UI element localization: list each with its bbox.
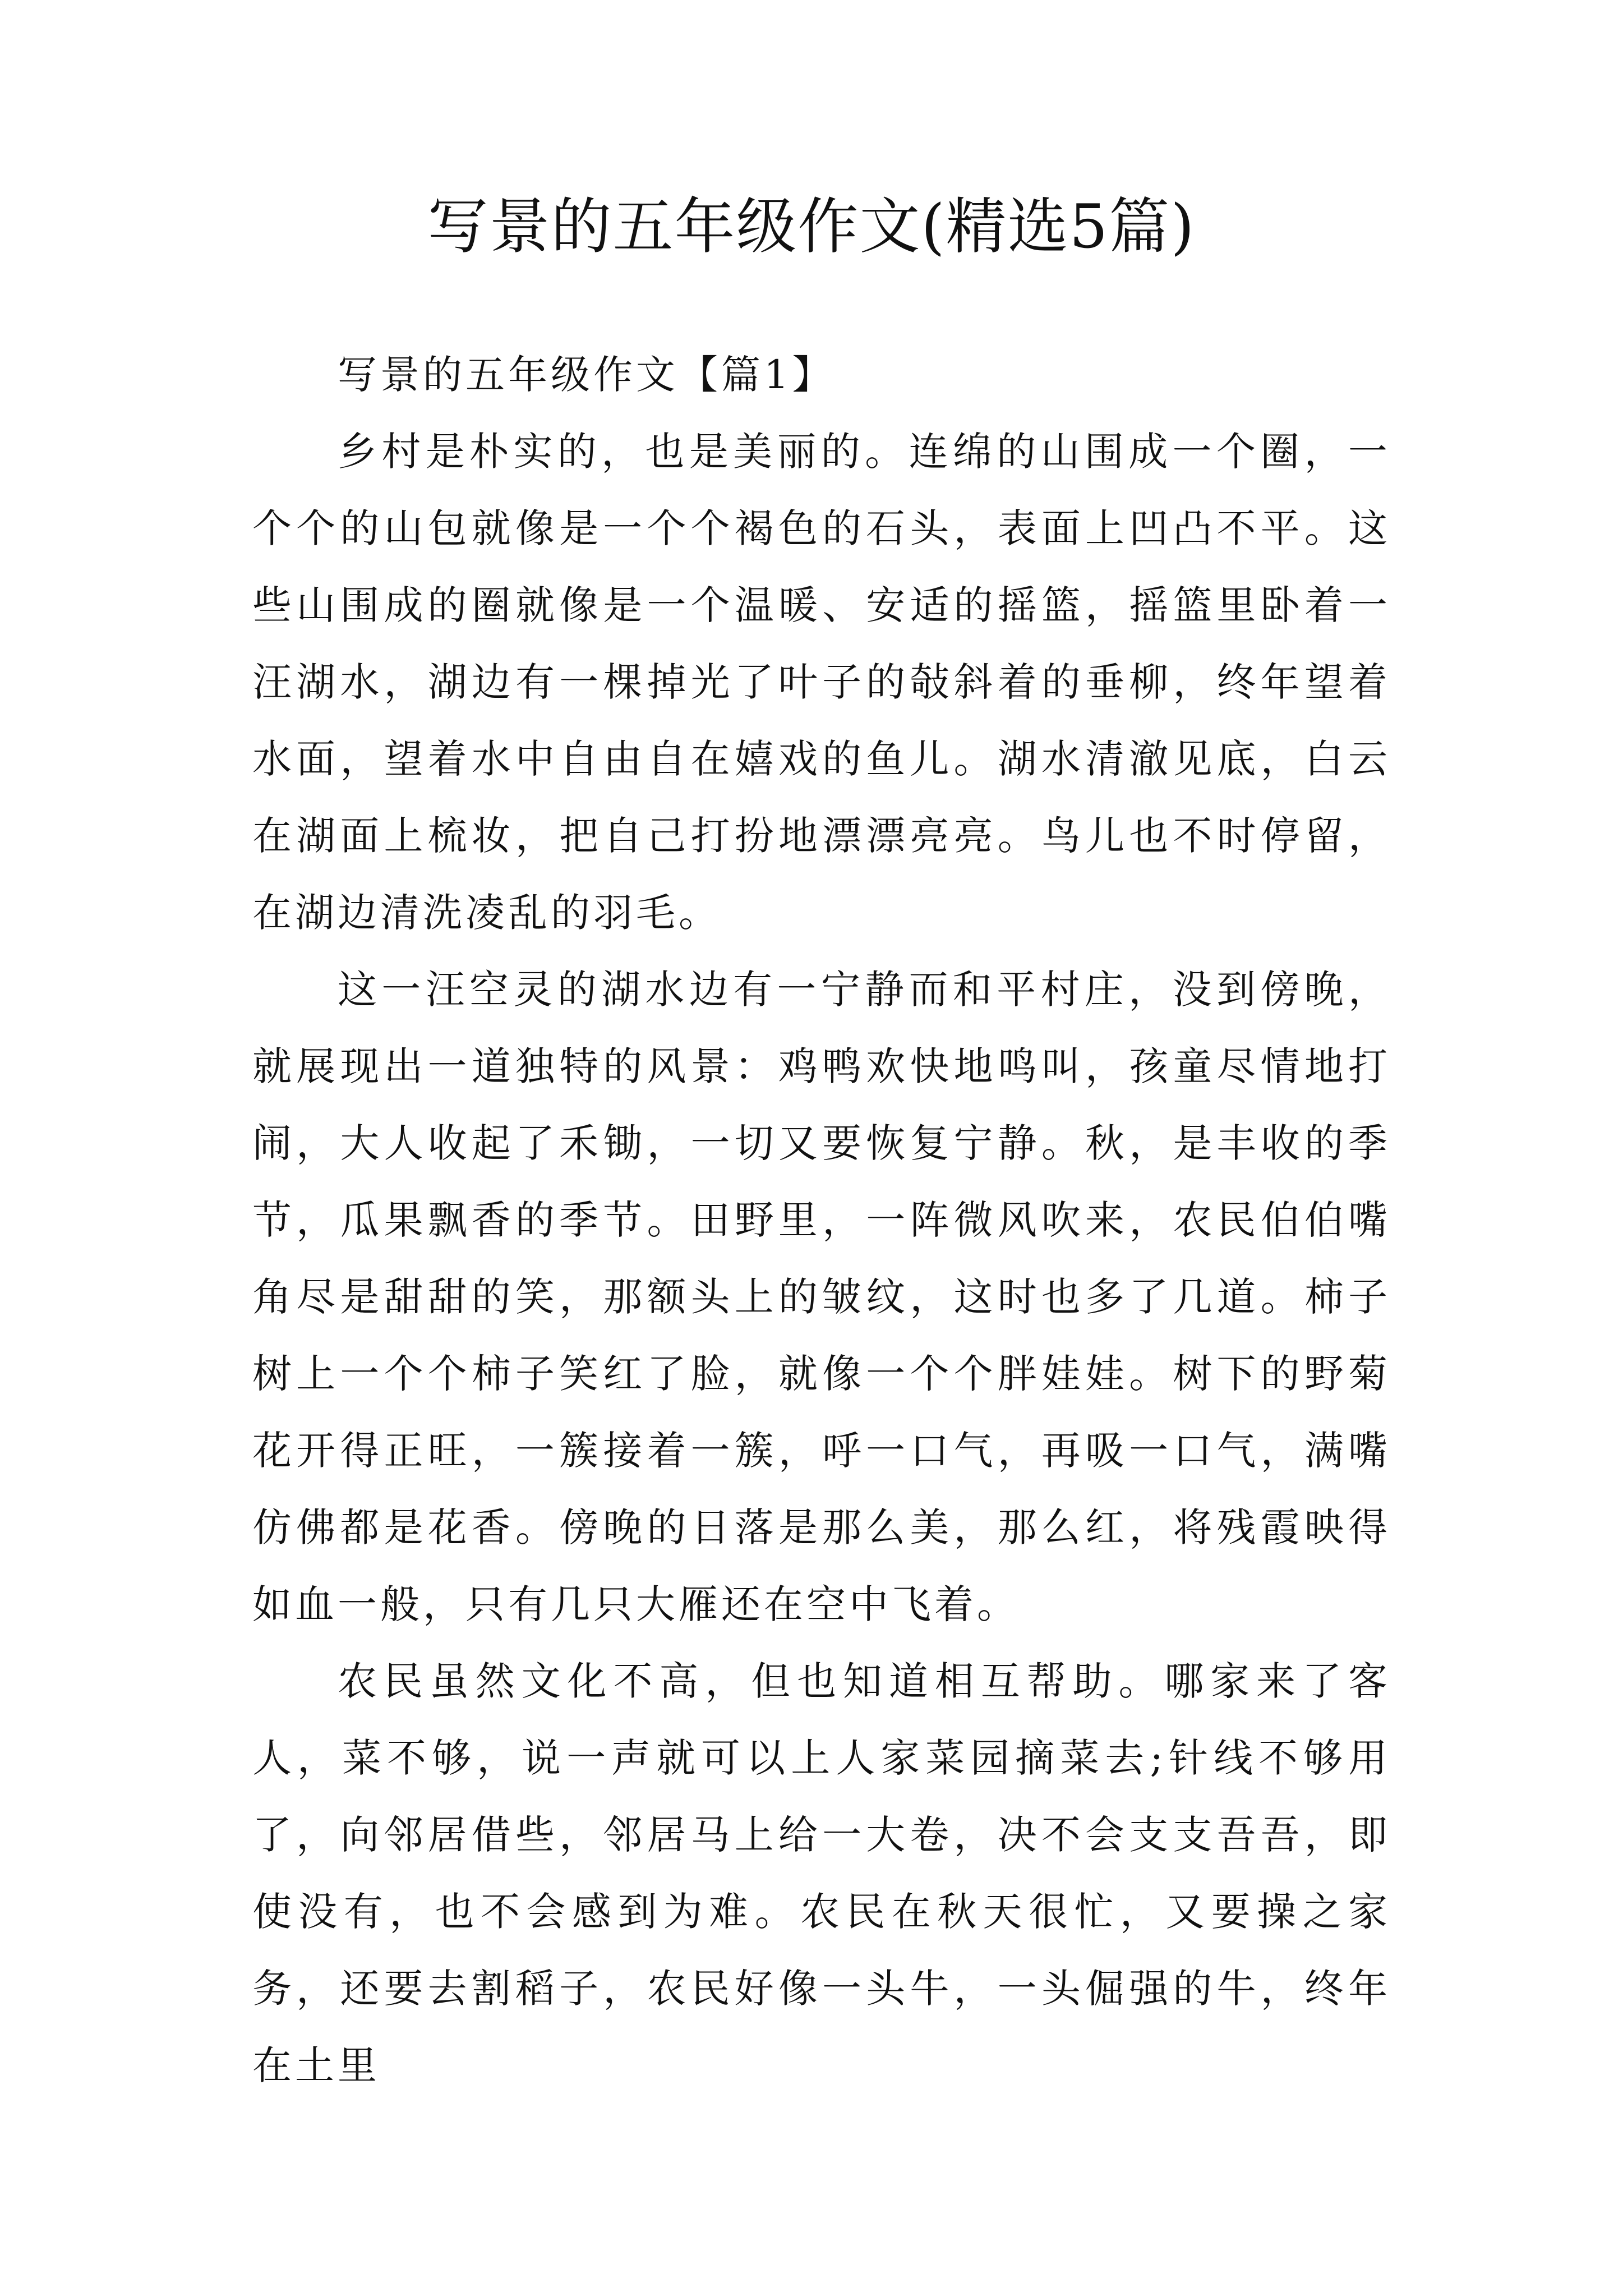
section-heading: 写景的五年级作文【篇1】 [338,352,835,398]
paragraph-1: 乡村是朴实的，也是美丽的。连绵的山围成一个圈，一个个的山包就像是一个个褐色的石头，表面上凹凸不平。这些山围成的圈就像是一个温暖、安适的摇篮，摇篮里卧着一汪湖水，湖边有一棵掉光了叶子的敧斜着的垂柳，终年望着水面，望着水中自由自在嬉戏的鱼儿。湖水清澈见底，白云在湖面上梳妆，把自己打扮地漂漂亮亮。鸟儿也不时停留，在湖边清洗凌乱的羽毛。 [252,429,1391,936]
paragraph-3: 农民虽然文化不高，但也知道相互帮助。哪家来了客人，菜不够，说一声就可以上人家菜园摘菜去;针线不够用了，向邻居借些，邻居马上给一大卷，决不会支支吾吾，即使没有，也不会感到为难。农民在秋天很忙，又要操之家务，还要去割稻子，农民好像一头牛，一头倔强的牛，终年在土里 [252,1658,1391,2088]
document-title: 写景的五年级作文(精选5篇) [427,192,1196,262]
paragraph-2: 这一汪空灵的湖水边有一宁静而和平村庄，没到傍晚，就展现出一道独特的风景：鸡鸭欢快地鸣叫，孩童尽情地打闹，大人收起了禾锄，一切又要恢复宁静。秋，是丰收的季节，瓜果飘香的季节。田野里，一阵微风吹来，农民伯伯嘴角尽是甜甜的笑，那额头上的皱纹，这时也多了几道。柿子树上一个个柿子笑红了脸，就像一个个胖娃娃。树下的野菊花开得正旺，一簇接着一簇，呼一口气，再吸一口气，满嘴仿佛都是花香。傍晚的日落是那么美，那么红，将残霞映得如血一般，只有几只大雁还在空中飞着。 [252,967,1391,1627]
article-body [252,337,1391,2104]
